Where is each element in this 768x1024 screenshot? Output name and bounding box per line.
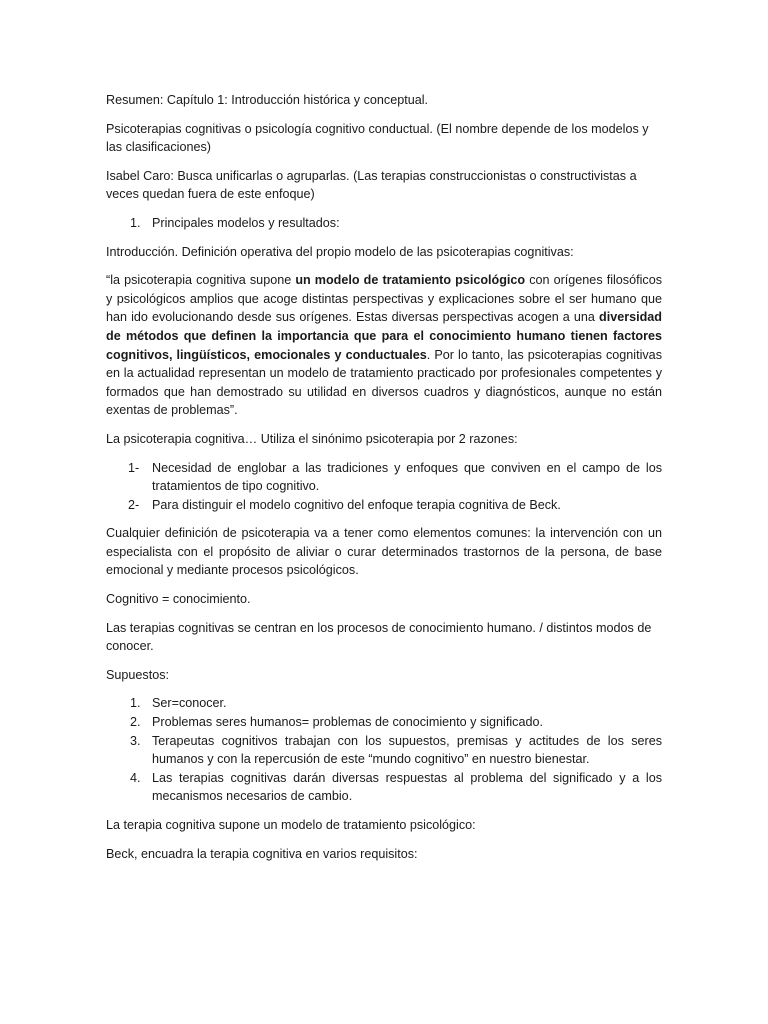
assumptions-list: [106, 694, 662, 806]
list-item-text: Para distinguir el modelo cognitivo del enfoque terapia cognitiva de Beck.: [152, 497, 561, 512]
quote-bold-1: un modelo de tratamiento psicológico: [295, 273, 526, 288]
list-number: 2-: [128, 497, 140, 512]
list-item-text: Problemas seres humanos= problemas de conocimiento y significado.: [152, 715, 543, 730]
paragraph-modelo: La terapia cognitiva supone un modelo de tratamiento psicológico:: [106, 818, 476, 832]
list-item-text: Ser=conocer.: [152, 696, 227, 711]
quote-text-2: con orígenes filosóficos y psicológicos amplios que acoge distintas perspectivas y explicaciones sobre el ser humano que han ido evolucionando desde sus orígenes. Estas diversas perspectivas acogen a una: [106, 273, 663, 325]
list-item: [106, 459, 662, 496]
document-title: Resumen: Capítulo 1: Introducción histórica y conceptual.: [106, 93, 429, 107]
list-item: [106, 694, 662, 713]
paragraph-definicion: Cualquier definición de psicoterapia va a tener como elementos comunes: la intervención con un especialista con el propósito de aliviar o curar determinados trastornos de la persona, de base emocional y mediante procesos psicológicos.: [106, 526, 662, 578]
paragraph-cognitivo: Cognitivo = conocimiento.: [106, 592, 251, 607]
list-number: 1.: [130, 696, 141, 711]
list-item-text: Terapeutas cognitivos trabajan con los supuestos, premisas y actitudes de los seres humanos y con la repercusión de este “mundo cognitivo” en nuestro bienestar.: [152, 733, 662, 767]
list-item: [106, 713, 662, 732]
list-item-text: Las terapias cognitivas darán diversas respuestas al problema del significado y a los mecanismos necesarios de cambio.: [152, 770, 662, 804]
list-item: [106, 769, 662, 806]
paragraph-beck: Beck, encuadra la terapia cognitiva en varios requisitos:: [106, 846, 418, 861]
quote-bold-2: diversidad de métodos que definen la importancia que para el conocimiento humano tienen factores cognitivos, lingüísticos, emocionales y conductuales: [106, 310, 662, 362]
reasons-list: [106, 459, 662, 515]
list-number: 3.: [130, 733, 141, 748]
quote-text-3: . Por lo tanto, las psicoterapias cognitivas en la actualidad representan un modelo de tratamiento practicado por profesionales competentes y formados que han demostrado su utilidad en diversos cuadros y diagnósticos, aunque no están exentas de problemas”.: [106, 347, 662, 418]
list-item: [106, 732, 662, 769]
list-number: 1.: [130, 215, 141, 230]
section-list: [106, 214, 662, 233]
paragraph-introduccion: Introducción. Definición operativa del propio modelo de las psicoterapias cognitivas:: [106, 244, 574, 259]
list-item: [106, 214, 662, 233]
definition-quote: [106, 271, 662, 420]
quote-text-1: “la psicoterapia cognitiva supone: [106, 273, 296, 288]
document-page: [106, 91, 662, 873]
paragraph-sinonimo: La psicoterapia cognitiva… Utiliza el sinónimo psicoterapia por 2 razones:: [106, 431, 518, 446]
list-number: 4.: [130, 770, 141, 785]
list-number: 2.: [130, 715, 141, 730]
list-item: [106, 496, 662, 515]
section-heading: Principales modelos y resultados:: [152, 215, 340, 230]
paragraph-psicoterapias: Psicoterapias cognitivas o psicología cognitivo conductual. (El nombre depende de los modelos y las clasificaciones): [106, 121, 649, 155]
paragraph-supuestos: Supuestos:: [106, 667, 170, 682]
paragraph-terapias: Las terapias cognitivas se centran en los procesos de conocimiento humano. / distintos modos de conocer.: [106, 620, 652, 654]
paragraph-isabel-caro: Isabel Caro: Busca unificarlas o agruparlas. (Las terapias construccionistas o constructivistas a veces quedan fuera de este enfoque): [106, 168, 637, 202]
list-number: 1-: [128, 460, 140, 475]
list-item-text: Necesidad de englobar a las tradiciones y enfoques que conviven en el campo de los tratamientos de tipo cognitivo.: [152, 460, 662, 494]
